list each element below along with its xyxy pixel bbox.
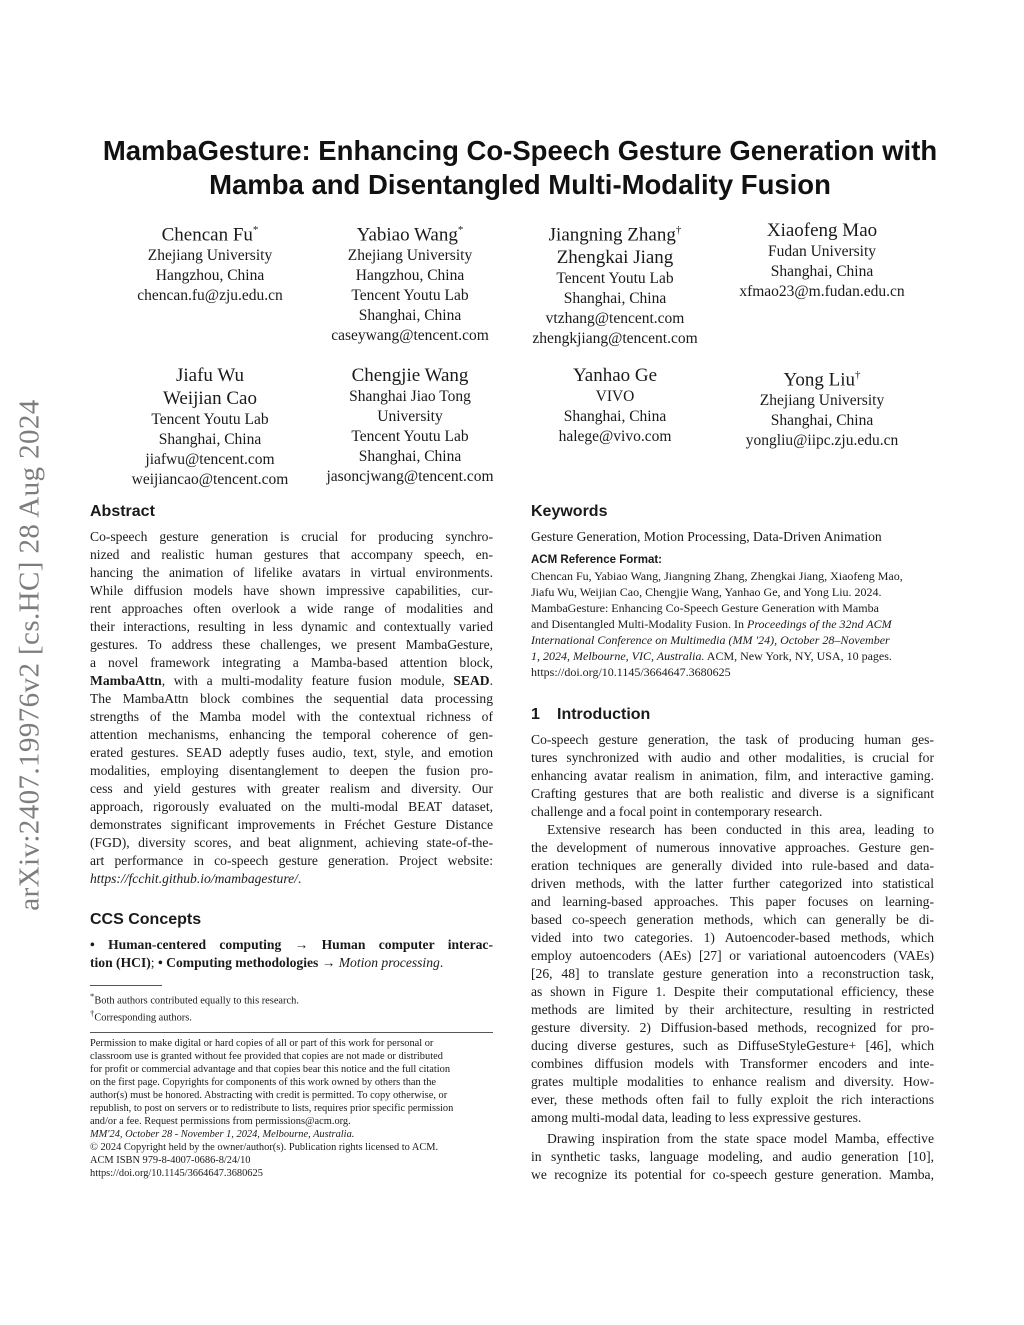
author-affil: Hangzhou, China <box>355 267 465 285</box>
author-affil: Shanghai, China <box>770 263 874 280</box>
abstract-line: rent approaches often overlook a wide range of modalities and <box>90 601 493 616</box>
footnotes <box>90 990 493 1025</box>
author-affil: Shanghai Jiao Tong <box>349 388 471 405</box>
permission-line: Permission to make digital or hard copies of all or part of this work for personal or <box>90 1038 434 1049</box>
author-email: weijiancao@tencent.com <box>131 471 289 488</box>
permission-line: on the first page. Copyrights for components of this work owned by others than the <box>90 1077 437 1088</box>
author-block <box>722 364 922 451</box>
author-affil: Shanghai, China <box>563 290 667 308</box>
acm-ref-line: and Disentangled Multi-Modality Fusion. In Proceedings of the 32nd ACM <box>531 617 892 631</box>
abstract-section <box>90 502 493 888</box>
author-email: caseywang@tencent.com <box>331 327 489 345</box>
author-affil: VIVO <box>595 388 635 405</box>
author-block <box>310 219 510 346</box>
author-affil: Tencent Youtu Lab <box>556 270 674 288</box>
author-affil: Shanghai, China <box>158 431 262 448</box>
abstract-body <box>90 528 493 888</box>
acm-ref-line: Chencan Fu, Yabiao Wang, Jiangning Zhang, Zhengkai Jiang, Xiaofeng Mao, <box>531 569 903 583</box>
abstract-line: nized and realistic human gestures that accompany speech, en- <box>90 547 493 562</box>
author-mark: † <box>675 224 682 236</box>
author-affil: University <box>377 408 443 425</box>
introduction-section <box>531 705 934 1184</box>
abstract-line: strengths of the Mamba model with the contextual richness of <box>90 709 493 724</box>
introduction-heading: 1 Introduction <box>531 706 651 723</box>
author-name: Chengjie Wang <box>351 365 469 386</box>
acm-ref-line: Jiafu Wu, Weijian Cao, Chengjie Wang, Yanhao Ge, and Yong Liu. 2024. <box>531 585 882 599</box>
author-email: yongliu@iipc.zju.edu.cn <box>745 432 899 450</box>
keywords-heading: Keywords <box>531 503 608 520</box>
abstract-line: MambaAttn, with a multi-modality feature fusion module, SEAD. <box>90 673 493 688</box>
abstract-line: hancing the animation of lifelike avatars in virtual environments. <box>90 565 493 580</box>
project-website-link[interactable]: https://fcchit.github.io/mambagesture/ <box>90 871 298 886</box>
author-block <box>107 364 313 490</box>
author-affil: Hangzhou, China <box>155 267 265 285</box>
acm-ref-line: MambaGesture: Enhancing Co-Speech Gesture Generation with Mamba <box>531 601 879 615</box>
author-affil: Shanghai, China <box>358 307 462 325</box>
abstract-line: (FGD), diversity scores, and beat alignment, achieving state-of-the- <box>90 835 493 850</box>
abstract-heading: Abstract <box>90 503 155 520</box>
abstract-line: modalities, employing disentanglement to deepen the fusion pro- <box>90 763 493 778</box>
abstract-line: their interactions, resulting in less dynamic and contextually varied <box>90 619 493 634</box>
isbn-line: ACM ISBN 979-8-4007-0686-8/24/10 <box>90 1155 251 1166</box>
title-line-1: MambaGesture: Enhancing Co-Speech Gesture Generation with <box>102 135 938 166</box>
author-name: Xiaofeng Mao <box>766 220 878 241</box>
intro-paragraph-3: Drawing inspiration from the state space model Mamba, effective in synthetic tasks, language modeling, and audio generation [10], we recognize its potential for co-speech gesture generation. Mamba, <box>531 1131 934 1182</box>
author-block <box>512 219 718 349</box>
mambaattn-term: MambaAttn <box>90 673 162 688</box>
abstract-line: demonstrates significant improvements in Fréchet Gesture Distance <box>90 817 493 832</box>
acm-ref-line: International Conference on Multimedia (MM '24), October 28–November <box>531 633 890 647</box>
abstract-line: attention mechanisms, enhancing the temporal coherence of gen- <box>90 727 493 742</box>
acm-reference-heading: ACM Reference Format: <box>531 554 662 566</box>
keywords-text: Gesture Generation, Motion Processing, Data-Driven Animation <box>531 529 882 544</box>
sead-term: SEAD <box>453 673 490 688</box>
author-affil: Tencent Youtu Lab <box>351 287 469 305</box>
permission-rule <box>90 1032 493 1033</box>
abstract-line: Co-speech gesture generation is crucial for producing synchro- <box>90 529 493 544</box>
author-block <box>722 219 922 302</box>
permission-line: republish, to post on servers or to redistribute to lists, requires prior specific permission <box>90 1103 454 1114</box>
author-mark: * <box>457 224 464 236</box>
permission-line: and/or a fee. Request permissions from permissions@acm.org. <box>90 1116 351 1127</box>
abstract-line: erated gestures. SEAD adeptly fuses audio, text, style, and emotion <box>90 745 493 760</box>
author-affil: Tencent Youtu Lab <box>351 428 469 445</box>
acm-ref-line: 1, 2024, Melbourne, VIC, Australia. ACM, New York, NY, USA, 10 pages. <box>531 649 892 663</box>
author-block <box>515 364 715 447</box>
author-name: Yabiao Wang <box>356 224 458 246</box>
abstract-line: a novel framework integrating a Mamba-based attention block, <box>90 655 493 670</box>
author-affil: Tencent Youtu Lab <box>151 411 269 428</box>
permission-line: author(s) must be honored. Abstracting with credit is permitted. To copy otherwise, or <box>90 1090 448 1101</box>
abstract-line: cess and yield gestures with greater realism and diversity. Our <box>90 781 493 796</box>
author-email: xfmao23@m.fudan.edu.cn <box>739 283 905 300</box>
author-name: Yanhao Ge <box>572 365 658 386</box>
author-mark: * <box>252 224 259 236</box>
abstract-line: https://fcchit.github.io/mambagesture/. <box>90 871 302 886</box>
author-affil: Zhejiang University <box>759 392 885 410</box>
intro-paragraph-1: Co-speech gesture generation, the task of producing human ges- tures synchronized with audio and other modalities, is crucial for enhancing avatar realism in animation, film, and interactive gaming. Crafting gestures that are both realistic and diverse is a significant challenge and a focal point in contemporary research. <box>531 732 934 819</box>
arxiv-id-text: arXiv:2407.19976v2 [cs.HC] 28 Aug 2024 <box>13 399 46 911</box>
permission-line: classroom use is granted without fee provided that copies are not made or distributed <box>90 1051 443 1062</box>
ccs-heading: CCS Concepts <box>90 911 202 928</box>
author-block <box>305 364 515 487</box>
author-affil: Zhejiang University <box>147 247 273 265</box>
title-line-2: Mamba and Disentangled Multi-Modality Fusion <box>209 169 831 200</box>
author-affil: Zhejiang University <box>347 247 473 265</box>
ccs-line: tion (HCI); • Computing methodologies → Motion processing. <box>90 955 444 970</box>
ccs-body <box>90 936 493 972</box>
abstract-line: gestures. To address these challenges, we present MambaGesture, <box>90 637 493 652</box>
author-email: halege@vivo.com <box>558 428 672 445</box>
intro-paragraph-2: Extensive research has been conducted in this area, leading to the development of numerous innovative approaches. Gesture gen- eration techniques are generally divided into rule-based and data- driven methods, with the latter further categorized into statistical and learning-based approaches. This paper focuses on learning- based co-speech generation methods, which can generally be di- vided into two categories. 1) Autoencoder-based methods, which employ autoencoders (AEs) [27] or variational autoencoders (VAEs) [26, 48] to translate gesture generation into a reconstruction task, as shown in Figure 1. Despite their computational efficiency, these methods are limited by their architecture, resulting in restricted gesture diversity. 2) Diffusion-based methods, recognized for pro- ducing diverse gestures, such as DiffuseStyleGesture+ [46], which combines diffusion models with Transformer encoders and inte- grates multiple modalities to enhance realism and diversity. How- ever, these methods often fail to fully exploit the rich interactions among multi-modal data, leading to less expressive gestures. <box>531 822 934 1125</box>
ccs-line: • Human-centered computing → Human computer interac- <box>90 937 493 952</box>
acm-reference-section <box>531 553 934 680</box>
author-email: chencan.fu@zju.edu.cn <box>137 287 283 305</box>
arxiv-side-label <box>0 0 60 1325</box>
author-name: Chencan Fu <box>161 224 253 246</box>
footnote-rule <box>90 985 162 986</box>
abstract-line: The MambaAttn block combines the sequential data processing <box>90 691 493 706</box>
author-email: jiafwu@tencent.com <box>145 451 275 468</box>
author-name: Jiafu Wu <box>175 365 244 386</box>
acm-ref-doi-link[interactable]: https://doi.org/10.1145/3664647.3680625 <box>531 665 731 679</box>
author-name: Yong Liu <box>783 369 855 391</box>
author-affil: Fudan University <box>767 243 877 260</box>
author-block <box>117 219 303 306</box>
permission-line: for profit or commercial advantage and that copies bear this notice and the full citation <box>90 1064 451 1075</box>
acm-reference-body <box>531 568 934 680</box>
author-name: Weijian Cao <box>163 388 257 409</box>
author-name: Zhengkai Jiang <box>556 247 674 269</box>
author-mark: † <box>854 369 861 381</box>
doi-link[interactable]: https://doi.org/10.1145/3664647.3680625 <box>90 1168 263 1179</box>
footnote-1: *Both authors contributed equally to this research. <box>90 991 299 1007</box>
author-email: vtzhang@tencent.com <box>545 310 685 328</box>
copyright-line: © 2024 Copyright held by the owner/author(s). Publication rights licensed to ACM. <box>90 1142 439 1153</box>
author-email: jasoncjwang@tencent.com <box>326 468 494 485</box>
footnote-2: †Corresponding authors. <box>90 1008 192 1024</box>
author-email: zhengkjiang@tencent.com <box>532 330 698 348</box>
ccs-section <box>90 910 493 972</box>
keywords-section <box>531 502 934 546</box>
conference-line: MM'24, October 28 - November 1, 2024, Melbourne, Australia. <box>90 1129 355 1140</box>
author-affil: Shanghai, China <box>770 412 874 430</box>
author-name: Jiangning Zhang <box>548 224 676 246</box>
permission-block <box>90 1037 493 1180</box>
abstract-line: art performance in co-speech gesture generation. Project website: <box>90 853 493 868</box>
paper-title <box>80 134 960 202</box>
author-affil: Shanghai, China <box>358 448 462 465</box>
abstract-line: While diffusion models have shown impressive capabilities, cur- <box>90 583 493 598</box>
author-affil: Shanghai, China <box>563 408 667 425</box>
abstract-line: approach, rigorously evaluated on the multi-modal BEAT dataset, <box>90 799 493 814</box>
